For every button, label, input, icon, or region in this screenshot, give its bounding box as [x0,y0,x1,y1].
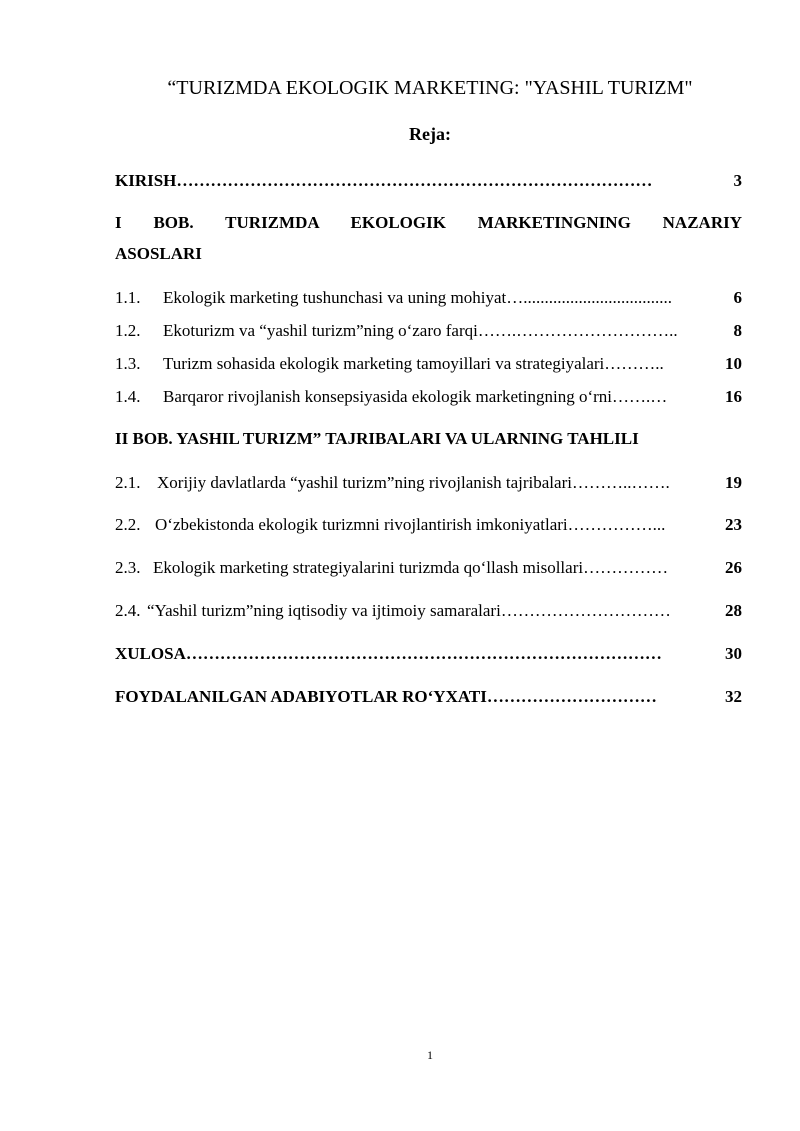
page-number: 1 [427,1048,433,1062]
chapter1-word: MARKETINGNING [477,213,631,232]
chapter1-word: EKOLOGIK [350,213,446,232]
toc-number: 2.2. [115,515,141,534]
toc-number: 2.4. [115,601,141,620]
toc-number: 1.3. [115,354,141,373]
toc-label: KIRISH [115,171,177,190]
toc-page: 19 [725,473,742,492]
toc-page: 30 [725,644,742,663]
plan-heading: Reja: [409,124,451,144]
toc-leader: …………… [583,558,669,577]
toc-entry-references[interactable] [115,686,742,708]
toc-leader: …….……………………….. [477,321,678,340]
toc-label: Ekologik marketing tushunchasi va uning mohiyat [163,288,507,307]
toc-number: 1.2. [115,321,141,340]
toc-entry-1-2[interactable] [115,320,742,342]
toc-page: 8 [733,321,742,340]
toc-label: Ekologik marketing strategiyalarini turizmda qo‘llash misollari [153,558,584,577]
toc-leader: ………..……. [571,473,670,492]
toc-entry-1-1[interactable] [115,287,742,309]
chapter1-word: NAZARIY [662,213,742,232]
toc-label: O‘zbekistonda ekologik turizmni rivojlantirish imkoniyatlari [155,515,568,534]
toc-page: 16 [725,387,742,406]
toc-label: Barqaror rivojlanish konsepsiyasida ekologik marketingning o‘rni [163,387,612,406]
toc-label: Ekoturizm va “yashil turizm”ning o‘zaro farqi [163,321,478,340]
toc-entry-2-3[interactable] [115,557,742,579]
toc-label: Turizm sohasida ekologik marketing tamoyillari va strategiyalari [163,354,605,373]
toc-page: 6 [733,288,742,307]
toc-page: 28 [725,601,742,620]
toc-entry-conclusion[interactable] [115,643,742,665]
toc-number: 1.4. [115,387,141,406]
chapter1-word: BOB. [153,213,194,232]
toc-leader: …….… [612,387,668,406]
toc-label: Xorijiy davlatlarda “yashil turizm”ning rivojlanish tajribalari [157,473,572,492]
toc-page: 26 [725,558,742,577]
toc-label: FOYDALANILGAN ADABIYOTLAR RO‘YXATI [115,687,487,706]
toc-entry-2-4[interactable] [115,600,742,622]
toc-number: 2.3. [115,558,141,577]
toc-page: 10 [725,354,742,373]
toc-leader: …................................... [506,288,673,307]
toc-number: 1.1. [115,288,141,307]
toc-leader: ……………... [567,515,666,534]
toc-leader: ………………………………………………………………………… [176,171,653,190]
toc-page: 32 [725,687,742,706]
toc-entry-intro[interactable] [115,170,742,192]
toc-leader: ……….. [604,354,664,373]
toc-entry-1-4[interactable] [115,386,742,408]
chapter1-word: I [115,213,122,232]
chapter1-word: TURIZMDA [225,213,319,232]
toc-entry-2-1[interactable] [115,472,742,494]
chapter1-heading[interactable] [115,212,742,234]
chapter2-heading[interactable]: II BOB. YASHIL TURIZM” TAJRIBALARI VA ULARNING TAHLILI [115,429,639,448]
toc-number: 2.1. [115,473,141,492]
chapter1-heading-line2: ASOSLARI [115,244,202,263]
document-title: “TURIZMDA EKOLOGIK MARKETING: "YASHIL TURIZM" [167,77,693,99]
toc-page: 3 [733,171,742,190]
toc-leader: ………………………… [486,687,657,706]
toc-entry-1-3[interactable] [115,353,742,375]
toc-label: “Yashil turizm”ning iqtisodiy va ijtimoiy samaralari [147,601,501,620]
toc-label: XULOSA [115,644,186,663]
toc-entry-2-2[interactable] [115,514,742,536]
toc-leader: ………………………… [500,601,671,620]
toc-page: 23 [725,515,742,534]
toc-leader: ………………………………………………………………………… [185,644,662,663]
